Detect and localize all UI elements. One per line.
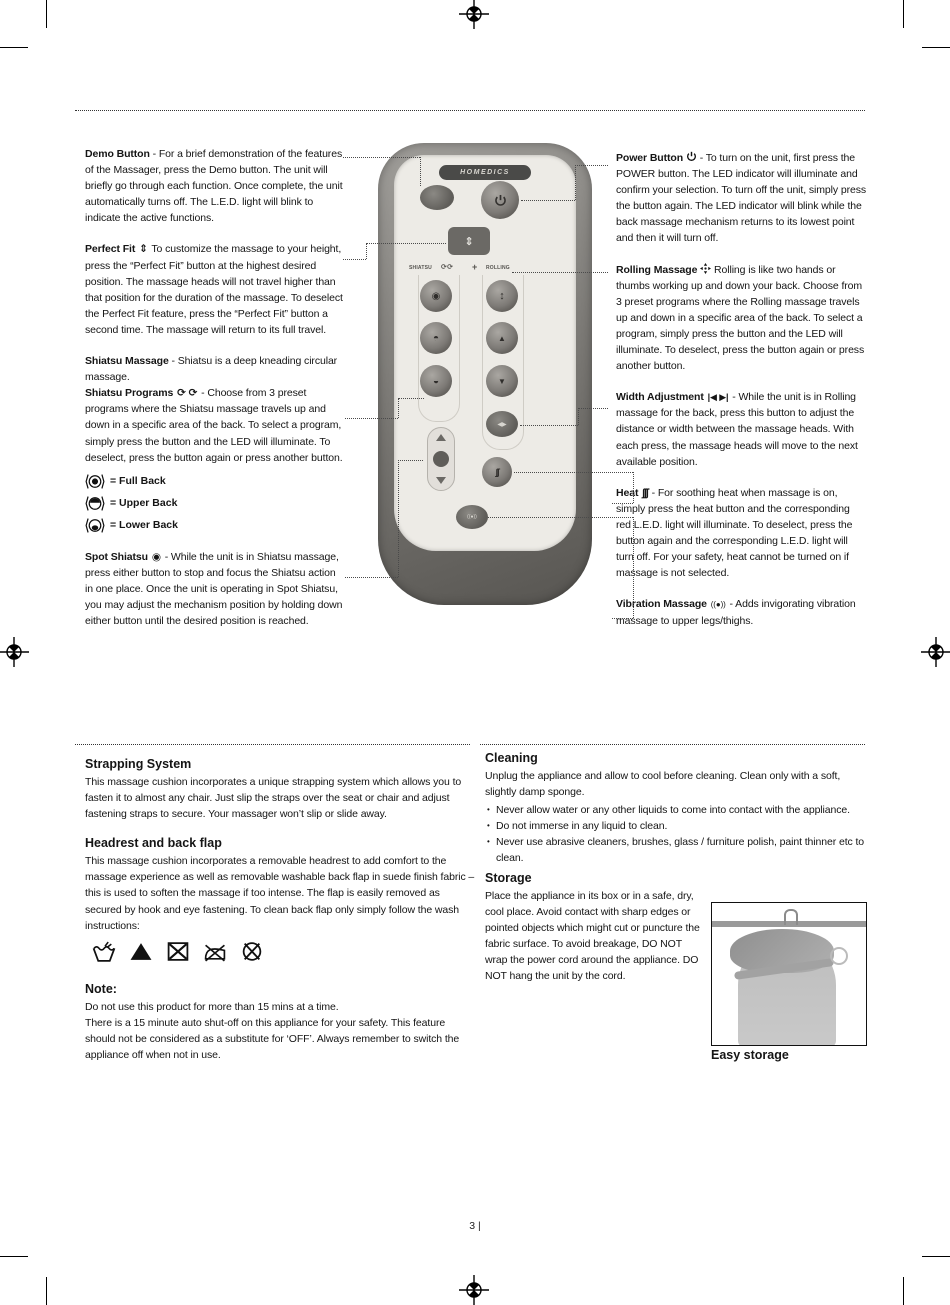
shiatsu-upper-back-button — [420, 322, 452, 354]
leader-vibration — [488, 517, 633, 518]
top-rule — [75, 110, 865, 111]
leader-power — [521, 200, 575, 201]
spot-shiatsu-title: Spot Shiatsu — [85, 550, 148, 563]
legend-lower-back-label: = Lower Back — [110, 519, 178, 532]
lower-back-glyph-icon: ◒ — [432, 375, 440, 387]
headrest-title: Headrest and back flap — [85, 836, 222, 851]
leader-demo — [343, 157, 420, 158]
remote-heat-button — [482, 457, 512, 487]
leader-spot-shiatsu — [398, 460, 399, 577]
homedics-logo — [439, 165, 531, 180]
rolling-massage-body: Rolling is like two hands or thumbs working up and down your back. Choose from 3 preset programs where the Rolling massage travels up and down in a specific area of the back. To select a program, simply press the button and the LED will illuminate. To deselect, press the button again or press another button. — [616, 263, 865, 373]
demo-button-body: - For a brief demonstration of the features of the Massager, press the Demo button. The unit will briefly go through each function. Once complete, the unit automatically turns off. The L.E.D. light will blink to indicate the active functions. — [85, 148, 343, 225]
upper-back-icon — [85, 495, 105, 512]
crop-mark — [903, 0, 904, 28]
cleaning-body: Unplug the appliance and allow to cool before cleaning. Clean only with a soft, slightly damp sponge. — [485, 770, 841, 799]
cleaning-bullet: • Never use abrasive cleaners, brushes, glass / furniture polish, paint thinner etc to clean. — [485, 834, 867, 866]
shiatsu-lower-back-button — [420, 365, 452, 397]
width-adjustment-paragraph — [616, 389, 866, 469]
shiatsu-programs-icon: ⟳ ⟳ — [177, 387, 198, 400]
leader-vibration — [612, 618, 633, 619]
leader-shiatsu-programs — [345, 418, 398, 419]
leader-power — [575, 165, 608, 166]
legend-lower-back — [85, 516, 343, 535]
shiatsu-programs-title: Shiatsu Programs — [85, 387, 174, 400]
rolling-full-back-button — [486, 280, 518, 312]
spot-shiatsu-body: - While the unit is in Shiatsu massage, press either button to stop and focus the Shiatsu action in one place. Once the unit is operating in Spot Shiatsu, you may adjust the mechanism position by holding down either button until the desired position is reached. — [85, 550, 343, 628]
spot-shiatsu-icon: ◉ — [151, 550, 161, 563]
spot-center-button — [433, 451, 449, 467]
note-line2: There is a 15 minute auto shut-off on this appliance for your safety. This feature should not be considered as a substitute for ‘OFF’. Always remember to switch the appliance off when not in use. — [85, 1016, 460, 1062]
do-not-tumble-dry-icon — [165, 940, 191, 963]
shiatsu-full-back-button — [420, 280, 452, 312]
rolling-label: ROLLING — [486, 265, 510, 271]
cushion-ring — [830, 947, 848, 965]
cleaning-title: Cleaning — [485, 751, 538, 765]
shiatsu-massage-paragraph — [85, 353, 343, 385]
storage-body: Place the appliance in its box or in a safe, dry, cool place. Avoid contact with sharp edges or pointed objects which might cut or puncture the fabric surface. To avoid breakage, DO NOT wrap the power cord around the appliance. DO NOT hang the unit by the cord. — [485, 889, 700, 983]
power-icon — [686, 151, 697, 162]
full-back-glyph-icon: ◉ — [431, 290, 441, 302]
rolling-cross-icon: + — [472, 262, 478, 272]
note-line1: Do not use this product for more than 15 mins at a time. — [85, 1000, 339, 1013]
shiatsu-swirls-icon: ⟳⟳ — [441, 264, 454, 271]
leader-shiatsu-programs — [398, 398, 399, 418]
bottom-left-column — [85, 756, 477, 1063]
remote-demo-button — [420, 185, 454, 210]
width-adjustment-body: - While the unit is in Rolling massage for the back, press this button to adjust the distance or width between the massage heads. With each press, the massage heads will move to the next available position. — [616, 391, 858, 468]
right-column — [616, 150, 866, 644]
leader-vibration — [633, 517, 634, 618]
leader-heat — [514, 472, 633, 473]
width-adjustment-title: Width Adjustment — [616, 391, 704, 404]
demo-button-paragraph — [85, 146, 343, 226]
easy-storage-caption: Easy storage — [711, 1048, 789, 1062]
perfect-fit-paragraph — [85, 241, 343, 338]
legend-upper-back — [85, 494, 343, 513]
vibration-icon: ((●)) — [710, 600, 726, 610]
registration-mark-icon — [921, 637, 950, 667]
wash-instructions-icons — [91, 940, 477, 963]
up-glyph-icon: ▲ — [498, 333, 506, 343]
vibration-massage-body: - Adds invigorating vibration massage to upper legs/thighs. — [616, 598, 856, 628]
leader-heat — [633, 472, 634, 503]
brand-label: HOMEDICS — [460, 169, 510, 176]
legend-upper-back-label: = Upper Back — [110, 497, 178, 510]
divider-rule-left — [75, 744, 470, 745]
heat-icon: ∫∫∫ — [642, 486, 648, 499]
spot-up-arrow-icon — [436, 434, 446, 441]
power-button-paragraph — [616, 150, 866, 247]
heat-title: Heat — [616, 486, 639, 499]
vibration-massage-paragraph — [616, 596, 866, 629]
heat-body: - For soothing heat when massage is on, simply press the heat button and the corresponding red L.E.D. light will illuminate. To deselect, press the button again and the corresponding L.E.D. light will turn off. For your safety, heat cannot be turned on if massage is not selected. — [616, 486, 853, 580]
remote-face — [394, 155, 576, 551]
crop-mark — [922, 1256, 950, 1257]
remote-power-button — [481, 181, 519, 219]
do-not-dry-clean-icon — [239, 940, 265, 963]
note-title: Note: — [85, 981, 117, 996]
vibration-massage-title: Vibration Massage — [616, 598, 707, 611]
leader-width — [520, 425, 578, 426]
cleaning-bullet: • Do not immerse in any liquid to clean. — [485, 818, 867, 834]
cleaning-bullet: • Never allow water or any other liquids to come into contact with the appliance. — [485, 802, 867, 818]
easy-storage-photo — [711, 902, 867, 1046]
vibration-glyph-icon: ((●)) — [467, 514, 477, 520]
leader-demo — [420, 157, 421, 186]
leader-power — [575, 165, 576, 200]
shiatsu-massage-title: Shiatsu Massage — [85, 355, 169, 368]
leader-spot-shiatsu — [398, 460, 423, 461]
shiatsu-programs-paragraph — [85, 385, 343, 465]
crop-mark — [922, 47, 950, 48]
perfect-fit-icon: ⇕ — [139, 243, 148, 256]
strapping-title: Strapping System — [85, 757, 192, 771]
headrest-body: This massage cushion incorporates a removable headrest to add comfort to the massage experience as well as removable washable back flap in suede finish fabric – this is used to soften the massage if too intense. The flap is easily removed as secured by hook and eye fastening. To clean back flap only simply follow the wash instructions: — [85, 855, 475, 932]
leader-shiatsu-programs — [398, 398, 424, 399]
rolling-massage-title: Rolling Massage — [616, 263, 698, 276]
crop-mark — [0, 1256, 28, 1257]
power-glyph-icon — [494, 194, 507, 207]
registration-mark-icon — [0, 637, 29, 667]
leader-perfect-fit — [343, 259, 366, 260]
leader-perfect-fit — [366, 243, 367, 259]
rolling-upper-back-button — [486, 322, 518, 354]
do-not-bleach-icon — [128, 940, 154, 963]
lower-back-icon — [85, 517, 105, 534]
spot-shiatsu-paragraph — [85, 549, 343, 629]
perfect-fit-title: Perfect Fit — [85, 243, 136, 256]
spot-down-arrow-icon — [436, 477, 446, 484]
width-glyph-icon: ◀▶ — [497, 421, 507, 428]
legend-full-back — [85, 472, 343, 491]
legend-full-back-label: = Full Back — [110, 475, 166, 488]
do-not-iron-icon — [202, 940, 228, 963]
hand-wash-icon — [91, 940, 117, 963]
width-adjustment-icon: |◀ ▶| — [707, 392, 729, 403]
down-glyph-icon: ▼ — [498, 376, 506, 386]
divider-rule-right — [480, 744, 865, 745]
leader-width — [578, 408, 579, 425]
perfect-fit-glyph-icon: ⇕ — [464, 235, 474, 248]
crop-mark — [46, 0, 47, 28]
shiatsu-massage-body: - Shiatsu is a deep kneading circular massage. — [85, 355, 338, 384]
updown-glyph-icon: ↕ — [499, 290, 505, 302]
crop-mark — [0, 47, 28, 48]
leader-spot-shiatsu — [345, 577, 398, 578]
strapping-body: This massage cushion incorporates a unique strapping system which allows you to fasten it to almost any chair. Just slip the straps over the seat or chair and adjust fastening straps to secure. Your massager won’t slip or slide away. — [85, 776, 462, 821]
rolling-icon — [700, 263, 711, 274]
remote-width-button — [486, 411, 518, 437]
storage-title: Storage — [485, 870, 532, 885]
crop-mark — [903, 1277, 904, 1305]
rolling-lower-back-button — [486, 365, 518, 397]
spot-shiatsu-control — [427, 427, 455, 491]
remote-perfect-fit-button — [448, 227, 490, 255]
leader-rolling — [512, 272, 608, 273]
leader-heat — [612, 503, 633, 504]
demo-button-title: Demo Button — [85, 148, 150, 160]
leader-perfect-fit — [366, 243, 446, 244]
remote-control-photo — [378, 143, 592, 605]
leader-width — [578, 408, 608, 409]
crop-mark — [46, 1277, 47, 1305]
full-back-icon — [85, 473, 105, 490]
page-number: 3 | — [469, 1220, 481, 1232]
power-button-title: Power Button — [616, 152, 684, 164]
perfect-fit-body: To customize the massage to your height, press the “Perfect Fit” button at the highest desired position. The massage heads will not travel higher than that position for the duration of the massage. To deselect the Perfect Fit feature, press the “Perfect Fit” button a second time. The massage will return to its full travel. — [85, 243, 343, 336]
bottom-right-column — [485, 750, 867, 1305]
heat-paragraph — [616, 485, 866, 582]
registration-mark-icon — [459, 0, 489, 29]
heat-glyph-icon: ∫∫ — [495, 467, 499, 477]
shiatsu-programs-body: - Choose from 3 preset programs where the Shiatsu massage travels up and down in a specific area of the back. To select a program, simply press the button and the LED will illuminate. To deselect, press the button again or press another button. — [85, 387, 343, 464]
upper-back-glyph-icon: ◓ — [432, 332, 440, 344]
remote-vibration-button — [456, 505, 488, 529]
power-button-body: - To turn on the unit, first press the POWER button. The LED indicator will illuminate and confirm your selection. To turn off the unit, simply press the button again. The LED indicator will blink while the back massage mechanism returns to its lowest point and then it will turn off. — [616, 152, 867, 245]
hanger-hook-icon — [784, 909, 798, 925]
shiatsu-label: SHIATSU — [409, 265, 432, 271]
left-column — [85, 146, 343, 644]
rolling-massage-paragraph — [616, 262, 866, 375]
